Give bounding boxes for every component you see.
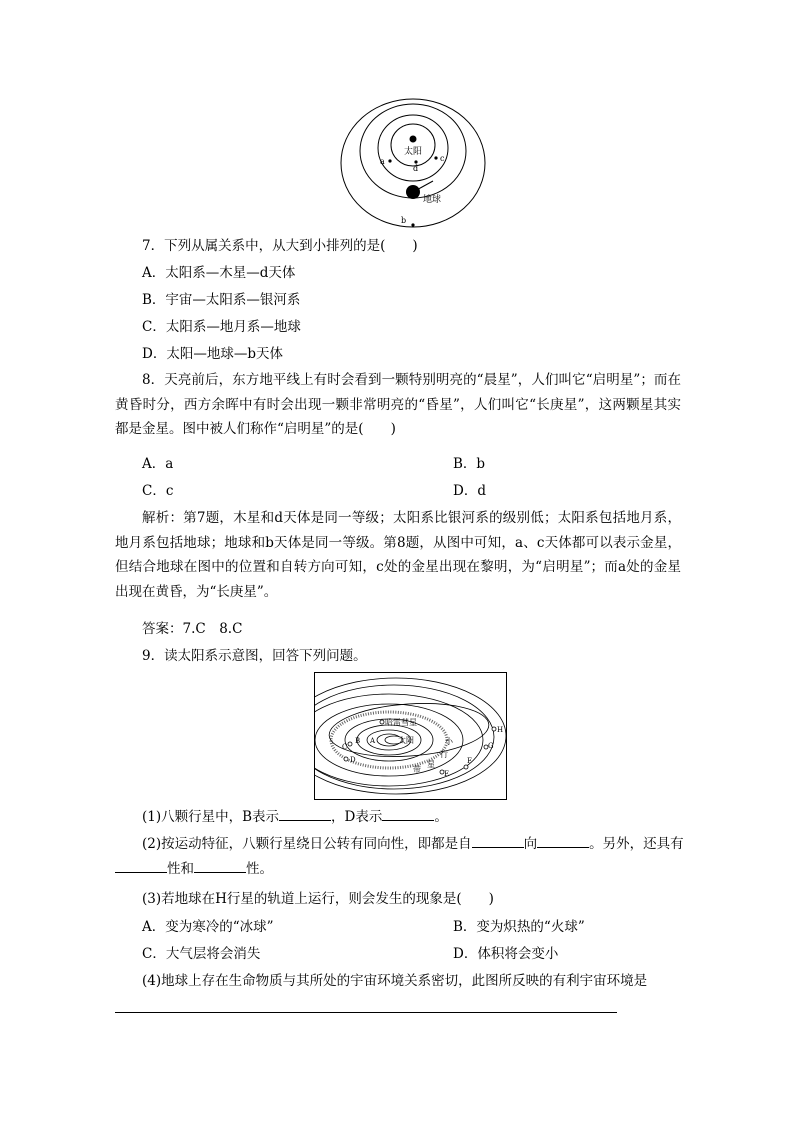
point-c-label: c	[440, 154, 445, 163]
q9-part4-stem: (4)地球上存在生命物质与其所处的宇宙环境关系密切，此图所反映的有利宇宙环境是	[142, 973, 648, 989]
q7-option-d: D．太阳—地球—b天体	[142, 346, 283, 362]
q9-part2-line2	[115, 860, 273, 878]
fig2-sun-label: 太阳	[398, 736, 414, 745]
fig2-belt-2: 行	[440, 750, 448, 759]
q9-part3-option-b: B．变为炽热的“火球”	[453, 919, 585, 935]
fig2-belt-1: 小	[445, 737, 453, 746]
answer-blank[interactable]	[537, 835, 589, 848]
q7-stem: 7．下列从属关系中，从大到小排列的是( )	[142, 238, 418, 254]
q7-option-c: C．太阳系—地月系—地球	[142, 319, 301, 335]
q8-option-a: A．a	[142, 456, 174, 472]
q9-p2-text-e: 性。	[246, 861, 273, 877]
q9-p2-text-b: 向	[523, 836, 538, 852]
fig2-label-g: G	[488, 742, 494, 750]
point-a-label: a	[380, 157, 385, 166]
earth-label: 地球	[423, 195, 442, 205]
q9-part3-option-a: A．变为寒冷的“冰球”	[142, 919, 274, 935]
bottom-rule	[115, 1012, 617, 1013]
fig2-label-c: C	[342, 743, 348, 751]
answer-text: 答案：7.C 8.C	[142, 621, 243, 637]
sun-dot	[410, 136, 417, 143]
q9-part1	[142, 808, 448, 826]
answer-blank[interactable]	[194, 860, 246, 873]
fig2-comet-label: 哈雷彗星	[385, 718, 417, 727]
fig2-label-h: H	[497, 726, 504, 734]
answer-blank[interactable]	[279, 808, 331, 821]
q9-part3-option-d: D．体积将会变小	[453, 946, 559, 962]
fig2-label-e: E	[444, 770, 450, 778]
q9-p2-text-c: 。另外，还具有	[589, 836, 684, 852]
answer-blank[interactable]	[382, 808, 434, 821]
fig2-label-d: D	[350, 756, 356, 764]
answer-blank[interactable]	[472, 835, 524, 848]
q7-option-b: B．宇宙—太阳系—银河系	[142, 292, 301, 308]
q9-stem: 9．读太阳系示意图，回答下列问题。	[142, 648, 367, 664]
q9-part2-line1	[142, 835, 682, 853]
q9-p2-text-a: (2)按运动特征，八颗行星绕日公转有同向性，即都是自	[142, 836, 472, 852]
solar-system-diagram	[314, 672, 507, 800]
q8-stem: 8．天亮前后，东方地平线上有时会看到一颗特别明亮的“晨星”，人们叫它“启明星”；而在黄昏时分，西方余晖中有时会出现一颗非常明亮的“昏星”，人们叫它“长庚星”，这两颗星其实都是金星。图中被人们称作“启明星”的是( )	[115, 372, 681, 437]
q8-option-c: C．c	[142, 483, 174, 499]
q8-option-b: B．b	[453, 456, 486, 472]
sun-label: 太阳	[404, 147, 423, 157]
point-b-label: b	[401, 216, 407, 225]
q9-p1-text-b: ，D表示	[331, 809, 383, 825]
q9-part3-option-c: C．大气层将会消失	[142, 946, 261, 962]
point-d-label: d	[413, 164, 419, 173]
analysis-text: 解析：第7题，木星和d天体是同一等级；太阳系比银河系的级别低；太阳系包括地月系，地月系包括地球；地球和b天体是同一等级。第8题，从图中可知，a、c天体都可以表示金星，但结合地球在图中的位置和自转方向可知，c处的金星出现在黎明，为“启明星”；而a处的金星出现在黄昏，为“长庚星”。	[115, 510, 681, 600]
orbit-diagram	[338, 95, 488, 231]
fig2-label-a: A	[370, 737, 376, 745]
fig2-label-f: F	[467, 757, 472, 765]
q9-part3-stem: (3)若地球在H行星的轨道上运行，则会发生的现象是( )	[142, 891, 494, 907]
q9-p2-text-d: 性和	[167, 861, 194, 877]
fig2-belt-4: 带	[413, 765, 421, 774]
answer-blank[interactable]	[115, 860, 167, 873]
fig2-belt-3: 星	[427, 760, 435, 769]
q8-option-d: D．d	[453, 483, 486, 499]
q9-p1-text-a: (1)八颗行星中，B表示	[142, 809, 280, 825]
q7-option-a: A．太阳系—木星—d天体	[142, 265, 296, 281]
fig2-label-b: B	[355, 737, 361, 745]
q9-p1-text-c: 。	[434, 809, 448, 825]
